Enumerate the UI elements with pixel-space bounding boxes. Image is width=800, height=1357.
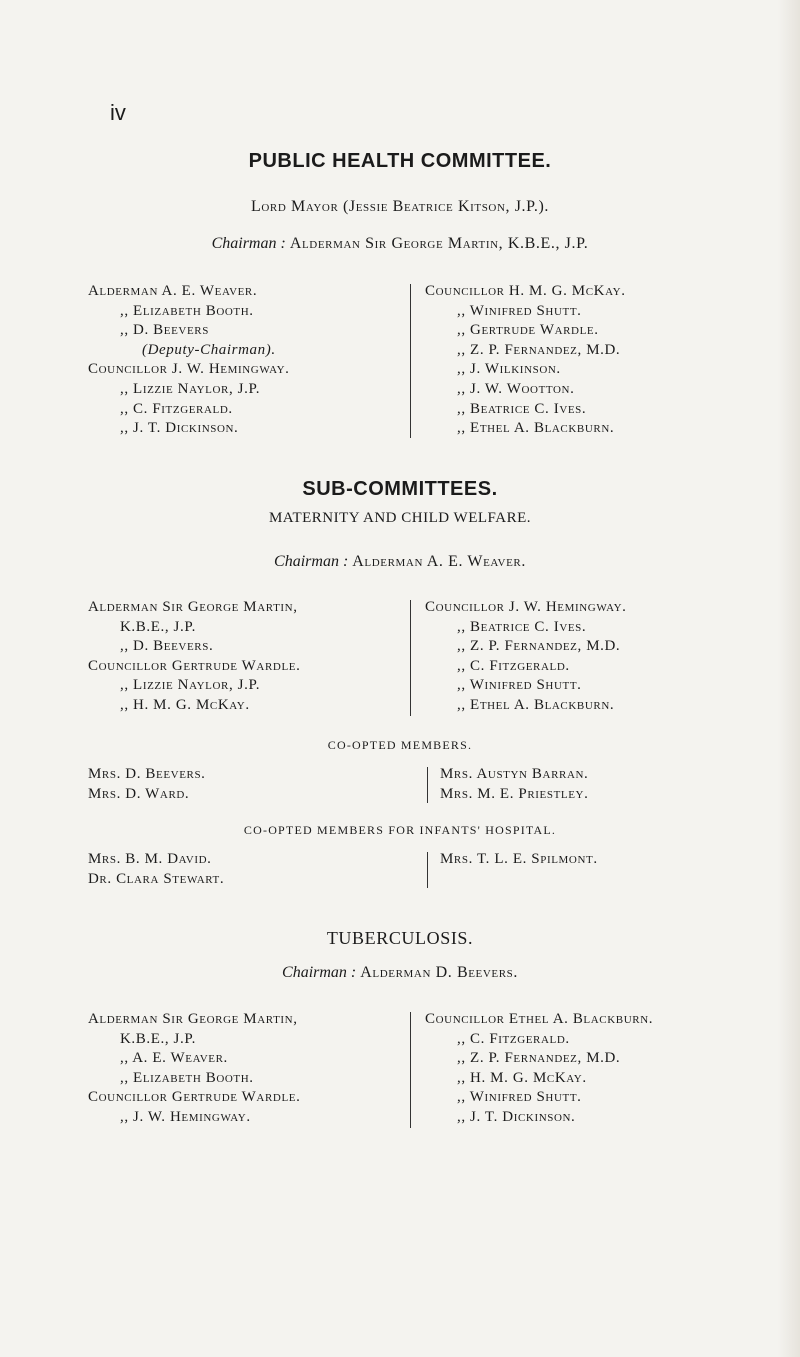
column-divider bbox=[410, 284, 411, 438]
member-entry: Mrs. Austyn Barran. bbox=[440, 766, 589, 782]
member-entry: K.B.E., J.P. bbox=[120, 618, 196, 635]
co-opted-left bbox=[88, 765, 206, 804]
member-entry: ,, C. Fitzgerald. bbox=[120, 400, 233, 417]
member-entry: Councillor J. W. Hemingway. bbox=[425, 599, 627, 615]
infants-right bbox=[440, 850, 598, 870]
member-entry: ,, Elizabeth Booth. bbox=[120, 1069, 254, 1086]
column-divider bbox=[410, 600, 411, 716]
maternity-chairman-line bbox=[0, 553, 800, 571]
member-entry: ,, C. Fitzgerald. bbox=[457, 657, 570, 674]
member-entry: ,, J. T. Dickinson. bbox=[457, 1108, 576, 1125]
maternity-title: MATERNITY AND CHILD WELFARE. bbox=[268, 510, 532, 526]
member-entry: Mrs. M. E. Priestley. bbox=[440, 785, 589, 802]
member-entry: ,, Beatrice C. Ives. bbox=[457, 618, 587, 635]
member-entry: Mrs. D. Beevers. bbox=[88, 766, 206, 782]
chairman-name: Alderman Sir George Martin, K.B.E., J.P. bbox=[289, 235, 589, 252]
member-entry: ,, Lizzie Naylor, J.P. bbox=[120, 677, 261, 694]
member-note: (Deputy-Chairman). bbox=[142, 341, 276, 358]
member-entry: Councillor Ethel A. Blackburn. bbox=[425, 1011, 654, 1027]
member-entry: ,, Beatrice C. Ives. bbox=[457, 400, 587, 417]
member-entry: ,, Ethel A. Blackburn. bbox=[457, 696, 615, 713]
maternity-members-left bbox=[88, 598, 300, 716]
member-entry: ,, Z. P. Fernandez, M.D. bbox=[457, 1050, 621, 1067]
co-opted-title: CO-OPTED MEMBERS. bbox=[327, 738, 473, 752]
lord-mayor-line: Lord Mayor (Jessie Beatrice Kitson, J.P.). bbox=[251, 198, 549, 215]
member-entry: Councillor J. W. Hemingway. bbox=[88, 361, 290, 378]
member-entry: Councillor H. M. G. McKay. bbox=[425, 283, 626, 299]
member-entry: ,, Z. P. Fernandez, M.D. bbox=[457, 341, 621, 358]
member-entry: Dr. Clara Stewart. bbox=[88, 870, 225, 887]
tuberculosis-members-right bbox=[425, 1010, 653, 1128]
member-entry: ,, Winifred Shutt. bbox=[457, 302, 582, 319]
member-entry: ,, J. W. Hemingway. bbox=[120, 1108, 251, 1125]
member-entry: Alderman A. E. Weaver. bbox=[88, 283, 258, 299]
member-entry: Mrs. T. L. E. Spilmont. bbox=[440, 851, 598, 867]
member-entry: Mrs. B. M. David. bbox=[88, 851, 212, 867]
page-number: iv bbox=[110, 100, 126, 125]
member-entry: ,, Elizabeth Booth. bbox=[120, 302, 254, 319]
column-divider bbox=[427, 767, 428, 803]
member-entry: ,, D. Beevers bbox=[120, 322, 209, 339]
column-divider bbox=[427, 852, 428, 888]
tuberculosis-title: TUBERCULOSIS. bbox=[326, 928, 474, 948]
member-entry: Alderman Sir George Martin, bbox=[88, 599, 298, 615]
co-opted-right bbox=[440, 765, 588, 804]
column-divider bbox=[410, 1012, 411, 1128]
committee-title: PUBLIC HEALTH COMMITTEE. bbox=[248, 150, 552, 172]
tuberculosis-chairman-line bbox=[0, 964, 800, 982]
chairman-label: Chairman : bbox=[282, 964, 357, 981]
member-entry: Councillor Gertrude Wardle. bbox=[88, 1089, 301, 1106]
tuberculosis-members-left bbox=[88, 1010, 300, 1128]
member-entry: K.B.E., J.P. bbox=[120, 1030, 196, 1047]
chairman-line bbox=[0, 235, 800, 253]
member-entry: ,, D. Beevers. bbox=[120, 638, 214, 655]
member-entry: ,, H. M. G. McKay. bbox=[120, 696, 250, 713]
member-entry: ,, Winifred Shutt. bbox=[457, 1089, 582, 1106]
infants-title: CO-OPTED MEMBERS FOR INFANTS' HOSPITAL. bbox=[243, 823, 557, 837]
member-entry: ,, Ethel A. Blackburn. bbox=[457, 420, 615, 437]
member-entry: ,, Winifred Shutt. bbox=[457, 677, 582, 694]
infants-left bbox=[88, 850, 224, 889]
chairman-label: Chairman : bbox=[211, 235, 286, 252]
member-entry: ,, Z. P. Fernandez, M.D. bbox=[457, 638, 621, 655]
member-entry: ,, Lizzie Naylor, J.P. bbox=[120, 380, 261, 397]
member-entry: Councillor Gertrude Wardle. bbox=[88, 657, 301, 674]
member-entry: Mrs. D. Ward. bbox=[88, 785, 190, 802]
maternity-members-right bbox=[425, 598, 627, 716]
member-entry: Alderman Sir George Martin, bbox=[88, 1011, 298, 1027]
committee-members-left bbox=[88, 282, 290, 439]
member-entry: ,, C. Fitzgerald. bbox=[457, 1030, 570, 1047]
member-entry: ,, J. Wilkinson. bbox=[457, 361, 561, 378]
member-entry: ,, Gertrude Wardle. bbox=[457, 322, 599, 339]
committee-members-right bbox=[425, 282, 626, 439]
chairman-name: Alderman D. Beevers. bbox=[360, 964, 518, 981]
member-entry: ,, A. E. Weaver. bbox=[120, 1050, 228, 1067]
member-entry: ,, J. W. Wootton. bbox=[457, 380, 575, 397]
member-entry: ,, H. M. G. McKay. bbox=[457, 1069, 587, 1086]
chairman-name: Alderman A. E. Weaver. bbox=[352, 553, 526, 570]
member-entry: ,, J. T. Dickinson. bbox=[120, 420, 239, 437]
chairman-label: Chairman : bbox=[274, 553, 349, 570]
subcommittees-title: SUB-COMMITTEES. bbox=[302, 478, 498, 500]
